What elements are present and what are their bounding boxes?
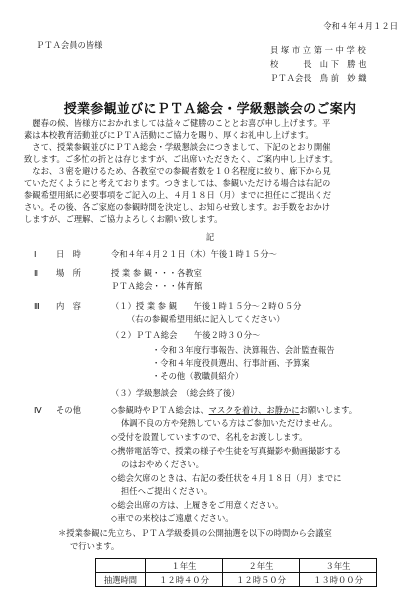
note-emphasis: マスクを着け、お静かに <box>208 405 300 415</box>
recipient: ＰＴＡ会員の皆様 <box>36 40 103 50</box>
other-note: ◇受付を設置していますので、名札をお渡しします。 <box>111 432 308 442</box>
body-line: なお、３密を避けるため、各教室での参観者数を１０名程度に絞り、廊下から見 <box>24 166 331 176</box>
other-note: のはおやめください。 <box>121 459 204 469</box>
body-line: しますが、ご理解、ご協力よろしくお願い致します。 <box>24 214 223 224</box>
issue-date: 令和４年４月１２日 <box>323 21 398 31</box>
content-bullet: ・その他（教職員紹介） <box>152 371 244 381</box>
content-class-meeting: （３）学級懇談会 （総会終了後） <box>111 388 240 398</box>
item-label-datetime: 日 時 <box>56 249 81 259</box>
content-bullet: ・令和３年度行事報告、決算報告、会計監査報告 <box>152 345 335 355</box>
table-row <box>96 573 377 587</box>
footnote-line: で行います。 <box>70 541 120 551</box>
place-line: ＰＴＡ総会・・・体育館 <box>111 281 203 291</box>
content-pta-general-meeting: （２）ＰＴＡ総会 午後２時３０分～ <box>111 330 261 340</box>
sender-pta-chair: ＰＴＡ会長 鳥 前 妙 織 <box>270 73 367 83</box>
lottery-time-table <box>95 558 377 587</box>
body-line: さて、授業参観並びにＰＴＡ総会・学級懇談会につきまして、下記のとおり開催 <box>24 142 331 152</box>
other-note: 担任へご提出ください。 <box>121 486 213 496</box>
table-header-cell: ２年生 <box>223 559 300 573</box>
footnote-line: ＊授業参観に先立ち、ＰＴＡ学級委員の公開抽選を以下の時間から会議室 <box>58 528 332 538</box>
body-line: 致します。ご多忙の折とは存じますが、ご出席いただきたく、ご案内申し上げます。 <box>24 154 338 164</box>
item-number: Ⅳ <box>34 405 42 415</box>
other-note: ◇携帯電話等で、授業の様子や生徒を写真撮影や動画撮影する <box>111 446 342 456</box>
body-line: さい。その後、各ご家庭の参観時間を決定し、お知らせ致します。お手数をおかけ <box>24 202 331 212</box>
item-number: Ⅲ <box>34 301 40 311</box>
sender-school: 貝 塚 市 立 第 一 中 学 校 <box>270 45 366 55</box>
other-note: ◇総会出席の方は、上履きをご用意ください。 <box>111 500 284 510</box>
item-number: Ⅰ <box>34 249 37 259</box>
body-line: 参観希望用紙に必要事項をご記入の上、４月１８日（月）までに担任にご提出くだ <box>24 190 331 200</box>
item-label-place: 場 所 <box>56 268 81 278</box>
table-header-row <box>96 559 377 573</box>
content-note: （右の参観希望用紙に記入してください） <box>127 314 285 324</box>
item-label-other: その他 <box>56 405 81 415</box>
table-cell: １３時００分 <box>300 573 377 587</box>
note-text: ◇参観時やＰＴＡ総会は、 <box>111 405 209 415</box>
table-cell: １２時４０分 <box>146 573 223 587</box>
table-row-label: 抽選時間 <box>96 573 146 587</box>
body-line: ていただくようにと考えております。つきましては、参観いただける場合は右記の <box>24 178 331 188</box>
other-note: ◇総会欠席のときは、右記の委任状を４月１８日（月）までに <box>111 473 342 483</box>
other-note <box>111 405 357 416</box>
other-note: ◇車での来校はご遠慮ください。 <box>111 513 234 523</box>
document-title: 授業参観並びにＰＴＡ総会・学級懇談会のご案内 <box>63 102 357 117</box>
content-class-observation: （１）授 業 参 観 午後１時１５分～２時０５分 <box>111 301 302 311</box>
place-line: 授 業 参 観・・・各教室 <box>111 268 202 278</box>
item-value-datetime: 令和４年４月２１日（木）午後１時１５分～ <box>111 249 277 259</box>
table-header-cell: １年生 <box>146 559 223 573</box>
body-line: 麗春の候、皆様方におかれましては益々ご健勝のこととお喜び申し上げます。平 <box>24 118 331 128</box>
other-note: 体調不良の方や発熱している方はご参加いただけません。 <box>121 418 338 428</box>
sender-principal: 校 長 山 下 勝 也 <box>270 59 367 69</box>
item-number: Ⅱ <box>34 268 39 278</box>
item-label-content: 内 容 <box>56 301 81 311</box>
table-header-cell: ３年生 <box>300 559 377 573</box>
content-bullet: ・令和４年度役員選出、行事計画、予算案 <box>152 358 310 368</box>
table-header-cell <box>96 559 146 573</box>
table-cell: １２時５０分 <box>223 573 300 587</box>
body-line: 素は本校教育活動並びにＰＴＡ活動にご協力を賜り、厚くお礼申し上げます。 <box>24 130 314 140</box>
ki-heading: 記 <box>205 232 215 242</box>
note-text: お願いします。 <box>299 405 358 415</box>
